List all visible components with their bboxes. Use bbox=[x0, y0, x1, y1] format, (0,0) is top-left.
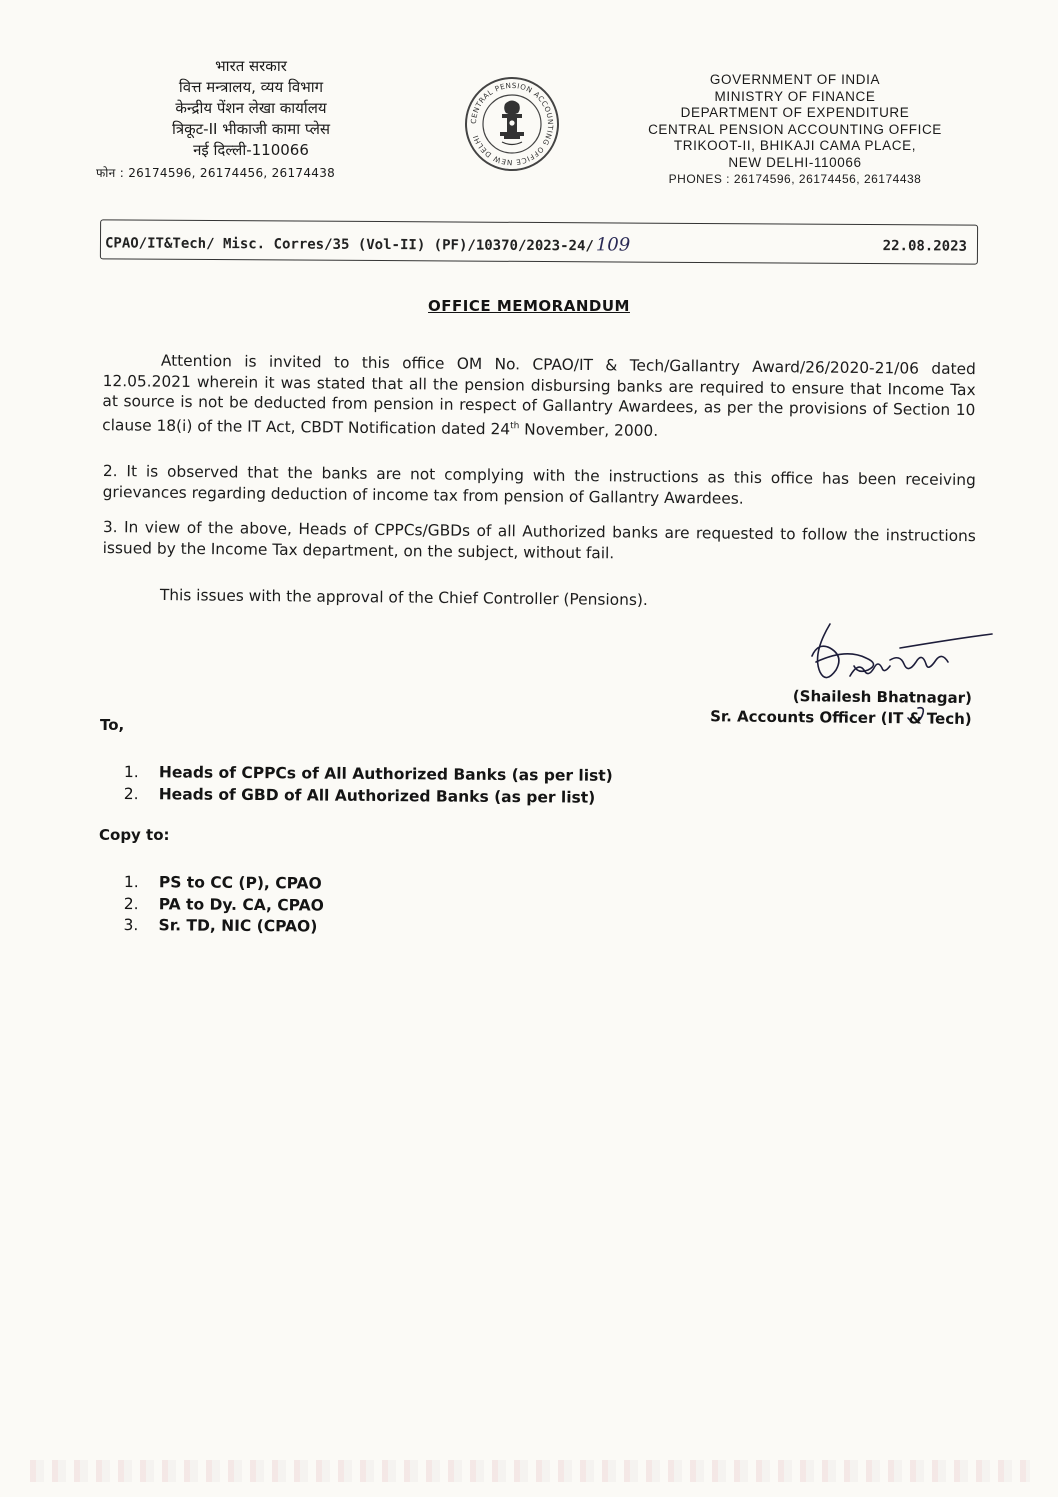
scan-artifact-strip bbox=[30, 1460, 1030, 1482]
list-item-text: Heads of CPPCs of All Authorized Banks (as per list) bbox=[158, 763, 613, 785]
english-phone: PHONES : 26174596, 26174456, 26174438 bbox=[668, 172, 922, 186]
list-item-number: 1. bbox=[123, 762, 139, 782]
signatory-block bbox=[660, 685, 972, 730]
reference-number-text: CPAO/IT&Tech/ Misc. Corres/35 (Vol-II) (PF)/10370/2023-24/ bbox=[104, 235, 594, 255]
english-line-2: MINISTRY OF FINANCE bbox=[714, 88, 876, 104]
english-line-6: NEW DELHI-110066 bbox=[728, 154, 862, 170]
english-line-3: DEPARTMENT OF EXPENDITURE bbox=[680, 105, 910, 120]
english-line-1: GOVERNMENT OF INDIA bbox=[709, 72, 881, 87]
english-line-5: TRIKOOT-II, BHIKAJI CAMA PLACE, bbox=[673, 138, 917, 153]
signatory-designation: Sr. Accounts Officer (IT & Tech) bbox=[710, 707, 972, 728]
reference-box bbox=[100, 219, 978, 264]
english-letterhead bbox=[605, 72, 985, 188]
to-label: To, bbox=[100, 716, 125, 734]
list-item bbox=[124, 783, 724, 809]
reference-handwritten-suffix: 109 bbox=[595, 234, 631, 256]
memo-title-text: OFFICE MEMORANDUM bbox=[428, 297, 630, 315]
hindi-line-3: केन्द्रीय पेंशन लेखा कार्यालय bbox=[175, 99, 327, 117]
hindi-phone: फोन : 26174596, 26174456, 26174438 bbox=[96, 166, 336, 180]
english-line-4: CENTRAL PENSION ACCOUNTING OFFICE bbox=[648, 121, 942, 137]
reference-date: 22.08.2023 bbox=[882, 238, 968, 255]
list-item-text: Sr. TD, NIC (CPAO) bbox=[158, 916, 318, 936]
signatory-name: (Shailesh Bhatnagar) bbox=[792, 687, 972, 707]
hindi-line-4: त्रिकूट-II भीकाजी कामा प्लेस bbox=[171, 120, 331, 138]
hindi-line-2: वित्त मन्त्रालय, व्यय विभाग bbox=[178, 78, 324, 96]
to-list bbox=[124, 762, 724, 810]
reference-number bbox=[105, 231, 630, 255]
paragraph-1 bbox=[102, 350, 976, 444]
hindi-line-5: नई दिल्ली-110066 bbox=[193, 141, 309, 159]
hindi-line-1: भारत सरकार bbox=[215, 57, 287, 75]
memo-title bbox=[0, 296, 1058, 315]
hindi-letterhead bbox=[96, 56, 406, 184]
list-item-text: Heads of GBD of All Authorized Banks (as per list) bbox=[158, 784, 596, 807]
list-item-text: PA to Dy. CA, CPAO bbox=[158, 894, 324, 915]
copy-to-label: Copy to: bbox=[99, 826, 170, 844]
paragraph-2: 2. It is observed that the banks are not complying with the instructions as this office has been receiving grievances regarding deduction of income tax from pension of Gallantry Awardees. bbox=[102, 461, 976, 508]
paragraph-3: 3. In view of the above, Heads of CPPCs/GBDs of all Authorized banks are requested to follow the instructions issued by the Income Tax department, on the subject, without fail. bbox=[102, 517, 976, 562]
ashoka-emblem-seal-icon bbox=[462, 74, 562, 174]
list-item-number: 3. bbox=[123, 915, 139, 935]
paragraph-approval: This issues with the approval of the Chief Controller (Pensions). bbox=[159, 585, 648, 610]
list-item-number: 2. bbox=[123, 894, 139, 913]
paragraph-1-superscript: th bbox=[510, 420, 520, 431]
paragraph-1-end: November, 2000. bbox=[519, 419, 659, 440]
list-item-number: 1. bbox=[123, 872, 139, 892]
seal-ring-text: CENTRAL PENSION ACCOUNTING OFFICE NEW DELHI bbox=[468, 80, 556, 168]
list-item bbox=[123, 915, 723, 941]
copy-to-list bbox=[123, 872, 723, 941]
list-item-number: 2. bbox=[123, 784, 139, 803]
paragraph-1-text: Attention is invited to this office OM No. CPAO/IT & Tech/Gallantry Award/26/2020-21/06 dated 12.05.2021 wherein it was stated that all the pension disbursing banks are required to ensure that Income Tax at source is not be deducted from pension in respect of Gallantry Awardees, as per the provisions of Section 10 clause 18(i) of the IT Act, CBDT Notification dated 24 bbox=[102, 351, 976, 438]
list-item-text: PS to CC (P), CPAO bbox=[158, 873, 322, 893]
